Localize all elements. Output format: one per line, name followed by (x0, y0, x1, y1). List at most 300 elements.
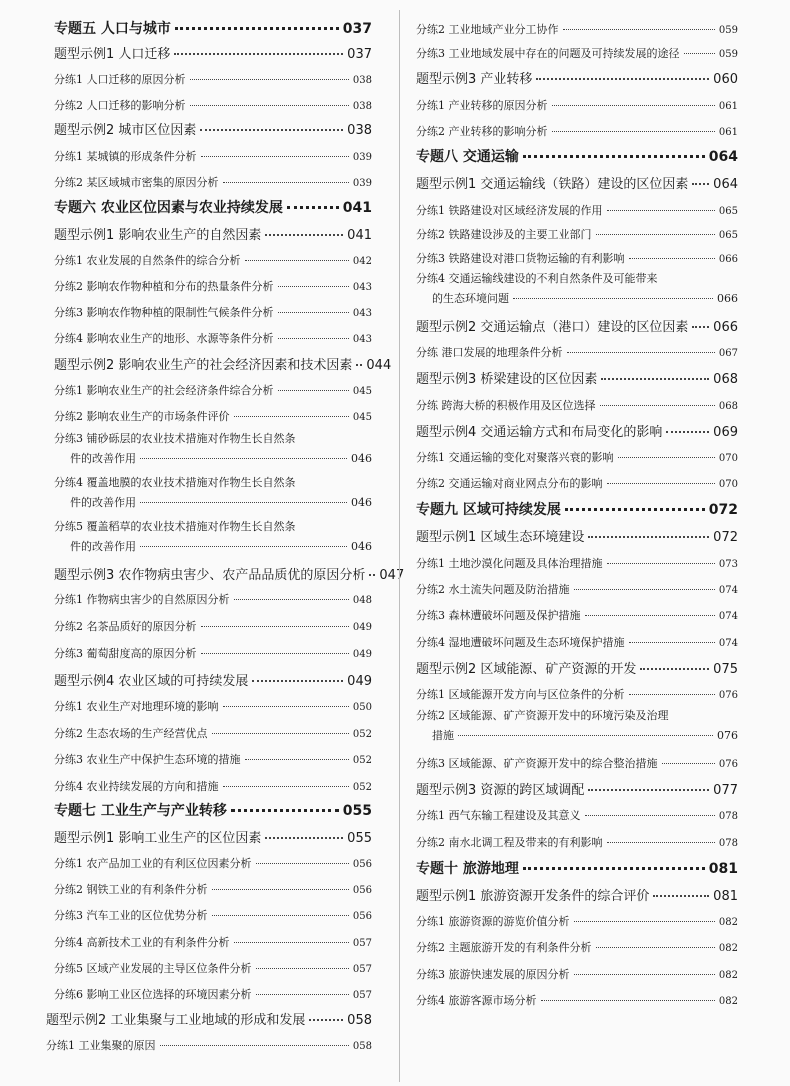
page-number: 068 (713, 372, 738, 387)
entry-title: 专题六 农业区位因素与农业持续发展 (54, 200, 283, 216)
toc-entry-exercise[interactable] (416, 985, 738, 1011)
entry-title: 题型示例4 农业区域的可持续发展 (54, 674, 249, 689)
entry-title: 专题七 工业生产与产业转移 (54, 803, 227, 819)
toc-entry-exercise[interactable] (416, 14, 738, 38)
dot-leader (585, 815, 715, 816)
toc-entry-example[interactable] (416, 416, 738, 442)
toc-entry-exercise[interactable] (416, 219, 738, 243)
dot-leader (245, 759, 349, 760)
dot-leader (356, 364, 362, 366)
entry-title: 分练2 铁路建设涉及的主要工业部门 (416, 228, 592, 241)
dot-leader (574, 921, 715, 922)
entry-title: 分练2 工业地域产业分工协作 (416, 23, 559, 36)
toc-entry-exercise[interactable] (54, 611, 372, 638)
entry-title: 题型示例1 影响农业生产的自然因素 (54, 228, 262, 243)
toc-entry-chapter[interactable] (54, 796, 372, 822)
entry-title: 分练2 名茶品质好的原因分析 (54, 620, 197, 633)
dot-leader (600, 405, 715, 406)
toc-entry-exercise[interactable] (416, 959, 738, 985)
entry-continuation (54, 494, 372, 510)
toc-entry-exercise[interactable] (54, 584, 372, 611)
page-number: 055 (342, 803, 372, 819)
dot-leader (684, 53, 715, 54)
dot-leader (692, 183, 709, 185)
dot-leader (140, 458, 347, 459)
entry-title: 分练5 区域产业发展的主导区位条件分析 (54, 962, 252, 975)
dot-leader (369, 574, 375, 576)
toc-entry-example[interactable] (416, 653, 738, 679)
entry-title: 分练1 农业发展的自然条件的综合分析 (54, 254, 241, 267)
page-number: 043 (352, 308, 372, 319)
toc-entry-example[interactable] (416, 363, 738, 390)
entry-title: 分练4 影响农业生产的地形、水源等条件分析 (54, 332, 274, 345)
entry-title: 分练3 森林遭破坏问题及保护措施 (416, 609, 581, 622)
toc-entry-example[interactable] (54, 665, 372, 691)
toc-entry-exercise[interactable] (54, 64, 372, 90)
page-number: 038 (352, 101, 372, 112)
entry-title: 分练2 交通运输对商业网点分布的影响 (416, 477, 603, 490)
dot-leader (552, 131, 715, 132)
toc-entry-example[interactable] (416, 880, 738, 906)
toc-entry-exercise[interactable] (416, 243, 738, 267)
dot-leader (523, 867, 705, 870)
page-number: 076 (717, 729, 738, 742)
entry-title: 分练1 交通运输的变化对聚落兴衰的影响 (416, 451, 614, 464)
dot-leader (231, 809, 339, 812)
toc-entry-exercise[interactable] (416, 116, 738, 142)
dot-leader (234, 416, 349, 417)
page-number: 056 (352, 911, 372, 922)
entry-title: 题型示例1 影响工业生产的区位因素 (54, 831, 262, 846)
toc-entry-exercise[interactable] (46, 1030, 372, 1054)
page-number: 072 (708, 502, 738, 518)
page-number: 065 (718, 230, 738, 241)
entry-title: 分练1 土地沙漠化问题及具体治理措施 (416, 557, 603, 570)
entry-title-line2: 件的改善作用 (70, 496, 136, 509)
dot-leader (212, 915, 349, 916)
page-number: 066 (713, 320, 738, 335)
dot-leader (607, 210, 715, 211)
dot-leader (223, 182, 349, 183)
entry-title: 题型示例3 资源的跨区域调配 (416, 783, 585, 798)
dot-leader (223, 706, 349, 707)
dot-leader (190, 79, 349, 80)
entry-title: 分练4 湿地遭破坏问题及生态环境保护措施 (416, 636, 625, 649)
page-number: 050 (352, 702, 372, 713)
dot-leader (200, 129, 343, 131)
dot-leader (565, 508, 705, 511)
column-divider (399, 10, 400, 1082)
entry-title: 分练 跨海大桥的积极作用及区位选择 (416, 399, 596, 412)
entry-title: 分练4 农业持续发展的方向和措施 (54, 780, 219, 793)
toc-entry-exercise[interactable] (54, 427, 372, 471)
entry-title: 题型示例1 交通运输线（铁路）建设的区位因素 (416, 177, 689, 192)
page-number: 039 (352, 152, 372, 163)
dot-leader (234, 942, 349, 943)
dot-leader (458, 735, 713, 736)
toc-entry-exercise[interactable] (54, 401, 372, 427)
entry-title: 题型示例1 人口迁移 (54, 47, 171, 62)
page-number: 082 (718, 996, 738, 1007)
page-number: 038 (352, 75, 372, 86)
dot-leader (629, 258, 715, 259)
toc-entry-example[interactable] (54, 822, 372, 848)
toc-entry-example[interactable] (46, 1004, 372, 1030)
entry-continuation (54, 450, 372, 466)
toc-entry-exercise[interactable] (416, 267, 738, 311)
page-number: 044 (366, 358, 392, 373)
page-number: 070 (718, 479, 738, 490)
toc-entry-exercise[interactable] (54, 515, 372, 559)
page-number: 064 (708, 149, 738, 165)
dot-leader (618, 457, 715, 458)
toc-entry-exercise[interactable] (416, 195, 738, 219)
toc-entry-exercise[interactable] (416, 906, 738, 932)
toc-entry-exercise[interactable] (54, 744, 372, 771)
toc-entry-exercise[interactable] (54, 848, 372, 874)
entry-title: 分练1 产业转移的原因分析 (416, 99, 548, 112)
entry-title: 分练1 区域能源开发方向与区位条件的分析 (416, 688, 625, 701)
toc-entry-exercise[interactable] (416, 704, 738, 748)
toc-entry-exercise[interactable] (54, 471, 372, 515)
entry-title: 分练6 影响工业区位选择的环境因素分析 (54, 988, 252, 1001)
dot-leader (309, 1019, 343, 1021)
toc-entry-exercise[interactable] (416, 600, 738, 627)
entry-title: 分练1 农业生产对地理环境的影响 (54, 700, 219, 713)
dot-leader (536, 78, 709, 80)
dot-leader (265, 837, 343, 839)
page-number: 043 (352, 334, 372, 345)
page-number: 074 (718, 638, 738, 649)
page-number: 074 (718, 585, 738, 596)
dot-leader (278, 390, 349, 391)
toc-entry-chapter[interactable] (416, 142, 738, 168)
page-number: 081 (708, 861, 738, 877)
page-number: 049 (352, 622, 372, 633)
toc-entry-example[interactable] (54, 219, 372, 245)
page-number: 042 (352, 256, 372, 267)
dot-leader (574, 974, 715, 975)
entry-title-line1: 分练4 交通运输线建设的不利自然条件及可能带来 (416, 272, 658, 285)
dot-leader (256, 994, 349, 995)
toc-entry-exercise[interactable] (54, 245, 372, 271)
entry-title: 题型示例2 交通运输点（港口）建设的区位因素 (416, 320, 689, 335)
entry-title: 专题五 人口与城市 (54, 21, 171, 37)
page-number: 064 (713, 177, 738, 192)
entry-title-line1: 分练4 覆盖地膜的农业技术措施对作物生长自然条 (54, 476, 296, 489)
entry-title: 专题十 旅游地理 (416, 861, 519, 877)
page-number: 041 (342, 200, 372, 216)
dot-leader (666, 431, 709, 433)
page-number: 073 (718, 559, 738, 570)
page-number: 082 (718, 970, 738, 981)
entry-title: 专题九 区域可持续发展 (416, 502, 561, 518)
dot-leader (234, 599, 349, 600)
page-number: 037 (342, 21, 372, 37)
page-number: 067 (718, 348, 738, 359)
toc-entry-exercise[interactable] (54, 167, 372, 193)
toc-entry-example[interactable] (416, 311, 738, 337)
page-number: 070 (718, 453, 738, 464)
page-number: 059 (718, 25, 738, 36)
toc-right-column (416, 14, 738, 1011)
toc-entry-exercise[interactable] (54, 297, 372, 323)
entry-title: 分练3 旅游快速发展的原因分析 (416, 968, 570, 981)
page-number: 066 (718, 254, 738, 265)
entry-title: 分练2 水土流失问题及防治措施 (416, 583, 570, 596)
toc-entry-exercise[interactable] (416, 90, 738, 116)
page-number: 076 (718, 759, 738, 770)
toc-entry-exercise[interactable] (54, 771, 372, 796)
entry-title: 分练1 作物病虫害少的自然原因分析 (54, 593, 230, 606)
page-number: 052 (352, 755, 372, 766)
toc-entry-exercise[interactable] (54, 271, 372, 297)
page-number: 055 (347, 831, 372, 846)
entry-title-line1: 分练5 覆盖稻草的农业技术措施对作物生长自然条 (54, 520, 296, 533)
page-number: 038 (347, 123, 372, 138)
page-number: 078 (718, 838, 738, 849)
page-number: 061 (718, 101, 738, 112)
entry-title: 分练2 某区域城市密集的原因分析 (54, 176, 219, 189)
page-number: 046 (351, 452, 372, 465)
entry-title-line2: 的生态环境问题 (432, 292, 509, 305)
page-number: 057 (352, 938, 372, 949)
toc-entry-example[interactable] (54, 349, 392, 375)
page-number: 041 (347, 228, 372, 243)
entry-title: 题型示例2 影响农业生产的社会经济因素和技术因素 (54, 358, 353, 373)
dot-leader (175, 27, 339, 30)
toc-entry-chapter[interactable] (54, 193, 372, 219)
toc-entry-exercise[interactable] (54, 638, 372, 665)
page-number: 061 (718, 127, 738, 138)
toc-entry-exercise[interactable] (54, 979, 372, 1004)
dot-leader (140, 546, 347, 547)
page-number: 066 (717, 292, 738, 305)
dot-leader (256, 968, 349, 969)
dot-leader (585, 615, 715, 616)
entry-title: 分练2 产业转移的影响分析 (416, 125, 548, 138)
toc-entry-example[interactable] (54, 114, 372, 141)
toc-entry-exercise[interactable] (54, 141, 372, 167)
page-number: 082 (718, 943, 738, 954)
toc-entry-example[interactable] (416, 168, 738, 195)
dot-leader (588, 536, 709, 538)
entry-title: 分练1 旅游资源的游览价值分析 (416, 915, 570, 928)
entry-title: 分练2 主题旅游开发的有利条件分析 (416, 941, 592, 954)
toc-entry-exercise[interactable] (416, 748, 738, 774)
entry-title: 分练4 旅游客源市场分析 (416, 994, 537, 1007)
toc-entry-exercise[interactable] (54, 375, 372, 401)
dot-leader (640, 668, 709, 670)
toc-entry-exercise[interactable] (54, 90, 372, 114)
entry-title: 分练2 人口迁移的影响分析 (54, 99, 186, 112)
toc-entry-exercise[interactable] (416, 827, 738, 854)
toc-entry-exercise[interactable] (54, 691, 372, 718)
entry-title: 分练 港口发展的地理条件分析 (416, 346, 563, 359)
entry-title: 分练3 铁路建设对港口货物运输的有利影响 (416, 252, 625, 265)
entry-title: 分练3 区域能源、矿产资源开发中的综合整治措施 (416, 757, 658, 770)
toc-entry-exercise[interactable] (416, 468, 738, 495)
dot-leader (190, 105, 349, 106)
page-number: 045 (352, 412, 372, 423)
entry-title: 分练1 工业集聚的原因 (46, 1039, 156, 1052)
dot-leader (223, 786, 349, 787)
toc-left-column (46, 14, 405, 1054)
dot-leader (201, 626, 349, 627)
dot-leader (245, 260, 349, 261)
page-number: 059 (718, 49, 738, 60)
entry-title: 分练3 葡萄甜度高的原因分析 (54, 647, 197, 660)
dot-leader (629, 694, 715, 695)
entry-title: 分练3 影响农作物种植的限制性气候条件分析 (54, 306, 274, 319)
page-number: 048 (352, 595, 372, 606)
toc-entry-exercise[interactable] (54, 927, 372, 953)
entry-title: 分练3 工业地域发展中存在的问题及可持续发展的途径 (416, 47, 680, 60)
entry-title: 题型示例3 产业转移 (416, 72, 533, 87)
entry-title: 题型示例4 交通运输方式和布局变化的影响 (416, 425, 663, 440)
toc-entry-exercise[interactable] (416, 390, 738, 416)
toc-entry-exercise[interactable] (416, 800, 738, 827)
entry-title-line2: 措施 (432, 729, 454, 742)
page-number: 069 (713, 425, 738, 440)
page-number: 058 (352, 1041, 372, 1052)
dot-leader (601, 378, 709, 380)
toc-entry-chapter[interactable] (416, 495, 738, 521)
toc-entry-exercise[interactable] (416, 442, 738, 468)
toc-entry-exercise[interactable] (416, 548, 738, 574)
dot-leader (265, 234, 343, 236)
dot-leader (278, 286, 349, 287)
dot-leader (256, 863, 349, 864)
entry-title: 题型示例1 区域生态环境建设 (416, 530, 585, 545)
dot-leader (607, 563, 715, 564)
page-number: 056 (352, 859, 372, 870)
dot-leader (607, 483, 715, 484)
toc-entry-exercise[interactable] (54, 323, 372, 349)
entry-title-line1: 分练3 铺砂砾层的农业技术措施对作物生长自然条 (54, 432, 296, 445)
dot-leader (596, 947, 715, 948)
dot-leader (662, 763, 715, 764)
entry-title: 分练3 汽车工业的区位优势分析 (54, 909, 208, 922)
entry-title: 分练1 人口迁移的原因分析 (54, 73, 186, 86)
entry-title: 分练1 西气东输工程建设及其意义 (416, 809, 581, 822)
dot-leader (629, 642, 715, 643)
entry-title: 题型示例2 工业集聚与工业地域的形成和发展 (46, 1013, 306, 1028)
dot-leader (574, 589, 715, 590)
entry-title: 分练2 南水北调工程及带来的有利影响 (416, 836, 603, 849)
entry-title: 分练1 铁路建设对区域经济发展的作用 (416, 204, 603, 217)
dot-leader (212, 733, 349, 734)
toc-entry-exercise[interactable] (54, 718, 372, 744)
entry-title: 题型示例1 旅游资源开发条件的综合评价 (416, 889, 650, 904)
entry-title-line2: 件的改善作用 (70, 452, 136, 465)
page-number: 046 (351, 496, 372, 509)
page-number: 052 (352, 729, 372, 740)
entry-title-line1: 分练2 区域能源、矿产资源开发中的环境污染及治理 (416, 709, 669, 722)
page-number: 057 (352, 990, 372, 1001)
page-number: 052 (352, 782, 372, 793)
toc-entry-exercise[interactable] (416, 627, 738, 653)
toc-entry-exercise[interactable] (416, 38, 738, 63)
dot-leader (278, 312, 349, 313)
page-number: 060 (713, 72, 738, 87)
dot-leader (588, 789, 709, 791)
entry-title: 题型示例2 区域能源、矿产资源的开发 (416, 662, 637, 677)
dot-leader (212, 889, 349, 890)
toc-entry-example[interactable] (416, 63, 738, 90)
dot-leader (140, 502, 347, 503)
dot-leader (160, 1045, 349, 1046)
page-number: 047 (379, 568, 405, 583)
dot-leader (653, 895, 709, 897)
page-number: 076 (718, 690, 738, 701)
dot-leader (174, 53, 343, 55)
dot-leader (596, 234, 715, 235)
toc-entry-example[interactable] (416, 521, 738, 548)
toc-entry-chapter[interactable] (54, 14, 372, 38)
page-number: 049 (347, 674, 372, 689)
page-number: 077 (713, 783, 738, 798)
dot-leader (201, 156, 349, 157)
entry-title: 题型示例3 桥梁建设的区位因素 (416, 372, 598, 387)
page-number: 037 (347, 47, 372, 62)
page-number: 074 (718, 611, 738, 622)
dot-leader (552, 105, 715, 106)
page-number: 043 (352, 282, 372, 293)
toc-entry-exercise[interactable] (416, 679, 738, 704)
toc-entry-exercise[interactable] (416, 932, 738, 959)
page-number: 081 (713, 889, 738, 904)
toc-entry-exercise[interactable] (54, 874, 372, 900)
dot-leader (692, 326, 709, 328)
toc-entry-example[interactable] (54, 38, 372, 64)
dot-leader (252, 680, 343, 682)
dot-leader (201, 653, 349, 654)
page-number: 049 (352, 649, 372, 660)
page-number: 072 (713, 530, 738, 545)
toc-entry-exercise[interactable] (54, 900, 372, 927)
page-number: 045 (352, 386, 372, 397)
entry-continuation (416, 290, 738, 306)
entry-continuation (54, 538, 372, 554)
entry-title: 题型示例2 城市区位因素 (54, 123, 197, 138)
entry-title: 分练2 影响农业生产的市场条件评价 (54, 410, 230, 423)
page-number: 057 (352, 964, 372, 975)
toc-entry-example[interactable] (416, 774, 738, 800)
entry-title: 分练1 某城镇的形成条件分析 (54, 150, 197, 163)
page-number: 082 (718, 917, 738, 928)
entry-title: 分练1 影响农业生产的社会经济条件综合分析 (54, 384, 274, 397)
entry-title: 专题八 交通运输 (416, 149, 519, 165)
entry-title: 分练2 生态农场的生产经营优点 (54, 727, 208, 740)
page-number: 058 (347, 1013, 372, 1028)
toc-entry-chapter[interactable] (416, 854, 738, 880)
toc-entry-exercise[interactable] (416, 574, 738, 600)
toc-entry-example[interactable] (54, 559, 405, 584)
dot-leader (607, 842, 715, 843)
toc-entry-exercise[interactable] (416, 337, 738, 363)
dot-leader (278, 338, 349, 339)
entry-title-line2: 件的改善作用 (70, 540, 136, 553)
entry-title: 分练3 农业生产中保护生态环境的措施 (54, 753, 241, 766)
entry-title: 分练2 钢铁工业的有利条件分析 (54, 883, 208, 896)
dot-leader (513, 298, 713, 299)
toc-entry-exercise[interactable] (54, 953, 372, 979)
dot-leader (523, 155, 705, 158)
dot-leader (567, 352, 715, 353)
page-number: 075 (713, 662, 738, 677)
page-number: 078 (718, 811, 738, 822)
